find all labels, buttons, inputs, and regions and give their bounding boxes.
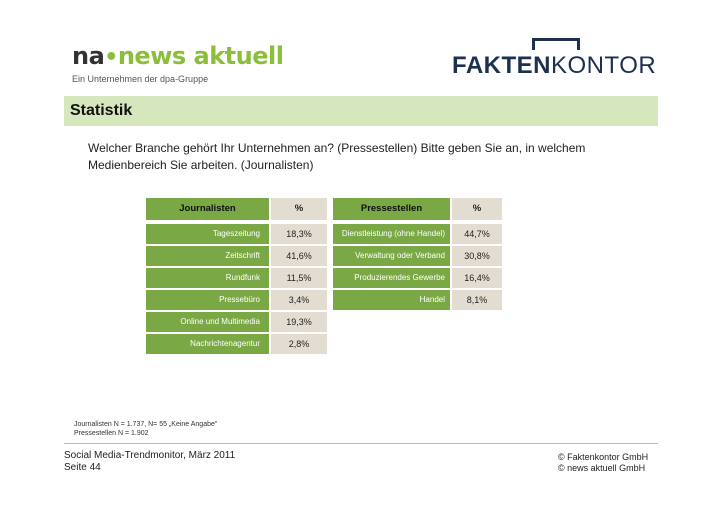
news-aktuell-logo [72,44,283,84]
header-pressestellen: Pressestellen [333,198,450,220]
pressestellen-value: 44,7% [452,224,502,244]
sample-note-journalisten: Journalisten N = 1.737, N= 55 „Keine Angabe" [74,421,218,428]
journalisten-value: 3,4% [271,290,327,310]
fk-logo-part1: FAKTEN [452,52,551,79]
fk-logo-bracket-top [532,38,580,41]
journalisten-value: 2,8% [271,334,327,354]
footer-report-title: Social Media-Trendmonitor, März 2011 [64,450,236,461]
journalisten-label: Rundfunk [146,268,269,288]
fk-logo-bracket-right [577,38,580,50]
copyright-news-aktuell: © news aktuell GmbH [558,463,646,473]
fk-logo-bracket-left [532,38,535,50]
na-logo-prefix: na [72,42,105,70]
pressestellen-label: Verwaltung oder Verband [333,246,450,266]
na-logo-wordmark: news aktuell [117,42,284,70]
pressestellen-value: 16,4% [452,268,502,288]
na-logo-dot-icon: • [104,45,118,70]
page-title: Statistik [64,96,658,126]
header-journalisten: Journalisten [146,198,269,220]
sample-notes [74,420,217,438]
journalisten-label: Pressebüro [146,290,269,310]
journalisten-value: 19,3% [271,312,327,332]
journalisten-value: 41,6% [271,246,327,266]
footer-copyright [558,452,648,474]
journalisten-label: Zeitschrift [146,246,269,266]
pressestellen-label: Handel [333,290,450,310]
faktenkontor-logo [452,38,657,79]
header-pct-pressestellen: % [452,198,502,220]
journalisten-label: Tageszeitung [146,224,269,244]
na-logo-tagline: Ein Unternehmen der dpa-Gruppe [72,74,209,84]
journalisten-label: Nachrichtenagentur [146,334,269,354]
sample-note-pressestellen: Pressestellen N = 1.902 [74,430,149,437]
footer-divider [64,443,658,444]
footer-page-number: Seite 44 [64,462,101,473]
header-pct-journalisten: % [271,198,327,220]
fk-logo-part2: KONTOR [551,52,657,79]
pressestellen-label: Produzierendes Gewerbe [333,268,450,288]
journalisten-value: 18,3% [271,224,327,244]
footer-source [64,450,235,474]
pressestellen-value: 8,1% [452,290,502,310]
survey-question: Welcher Branche gehört Ihr Unternehmen an? (Pressestellen) Bitte geben Sie an, in welchem Medienbereich Sie arbeiten. (Journalisten) [88,141,586,172]
pressestellen-label: Dienstleistung (ohne Handel) [333,224,450,244]
journalisten-value: 11,5% [271,268,327,288]
pressestellen-value: 30,8% [452,246,502,266]
copyright-faktenkontor: © Faktenkontor GmbH [558,452,649,462]
journalisten-label: Online und Multimedia [146,312,269,332]
